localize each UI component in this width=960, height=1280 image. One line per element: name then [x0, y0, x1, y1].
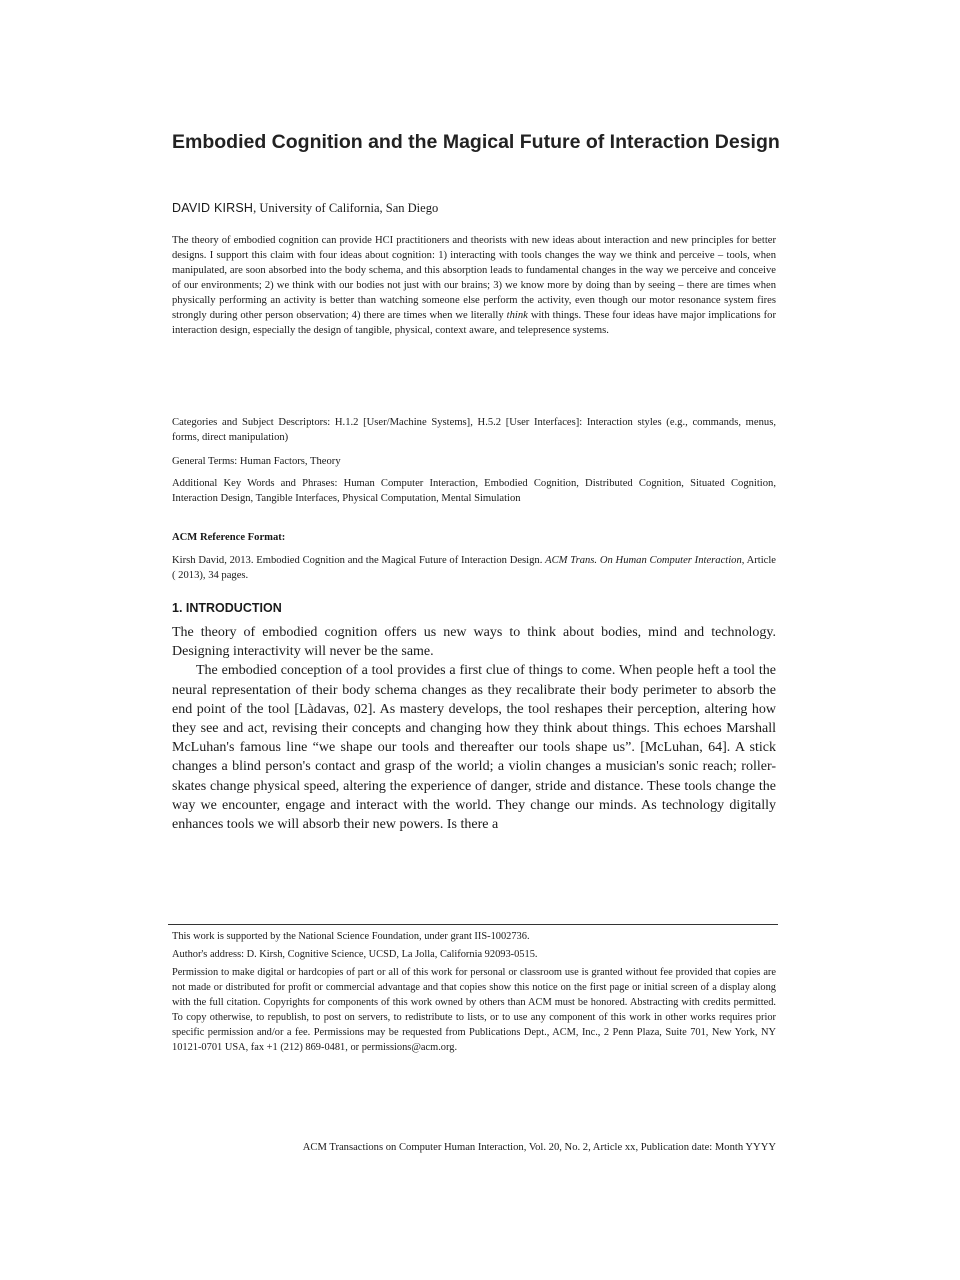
- citation-journal: ACM Trans. On Human Computer Interaction: [545, 555, 742, 566]
- categories: Categories and Subject Descriptors: H.1.2 [User/Machine Systems], H.5.2 [User Interfaces]: Interaction styles (e.g., commands, menus, forms, direct manipulation): [172, 417, 776, 443]
- title-rest: mbodied Cognition and the Magical Future of Interaction Design: [185, 131, 780, 153]
- footnote-permission: Permission to make digital or hardcopies of part or all of this work for personal or classroom use is granted without fee provided that copies are not made or distributed for profit or commercial advantage and that copies show this notice on the first page or initial screen of a display along with the full citation. Copyrights for components of this work owned by others than ACM must be honored. Abstracting with credits permitted. To copy otherwise, to republish, to post on servers, to redistribute to lists, or to use any component of this work in other works requires prior specific permission and/or a fee. Permissions may be requested from Publications Dept., ACM, Inc., 2 Penn Plaza, Suite 701, New York, NY 10121-0701 USA, fax +1 (212) 869-0481, or permissions@acm.org.: [172, 967, 776, 1053]
- footnote-divider: [168, 924, 778, 925]
- intro-body: [172, 623, 776, 834]
- general-terms: General Terms: Human Factors, Theory: [172, 456, 341, 467]
- citation-text-1: Kirsh David, 2013. Embodied Cognition and the Magical Future of Interaction Design.: [172, 555, 546, 566]
- author-affiliation: , University of California, San Diego: [253, 201, 439, 215]
- citation-text-2: , Article ( 2013), 34 pages.: [172, 555, 777, 581]
- title-first-letter: E: [172, 131, 186, 153]
- keywords: Additional Key Words and Phrases: Human Computer Interaction, Embodied Cognition, Distributed Cognition, Situated Cognition, Interaction Design, Tangible Interfaces, Physical Computation, Mental Simulation: [172, 478, 776, 504]
- footnote-grant: This work is supported by the National Science Foundation, under grant IIS-1002736.: [172, 931, 530, 942]
- abstract-text-1: The theory of embodied cognition can provide HCI practitioners and theorists with new ideas about interaction and new principles for better designs. I support this claim with four ideas about cognition: 1) interacting with tools changes the way we think and perceive – tools, when manipulated, are soon absorbed into the body schema, and this absorption leads to fundamental changes in the way we perceive and conceive of our environments; 2) we think with our bodies not just with our brains; 3) we know more by doing than by seeing – there are times when physically performing an activity is better than watching someone else perform the activity, even though our motor resonance system fires strongly during other person observation; 4) there are times when we literally: [172, 235, 776, 321]
- section-heading: 1. INTRODUCTION: [172, 601, 282, 615]
- footnote-address: Author's address: D. Kirsh, Cognitive Science, UCSD, La Jolla, California 92093-0515.: [172, 949, 538, 960]
- intro-paragraph-2: The embodied conception of a tool provides a first clue of things to come. When people heft a tool the neural representation of their body schema changes as they recalibrate their body perimeter to absorb the end point of the tool [Làdavas, 02]. As mastery develops, the tool reshapes their perception, altering how they see and act, revising their concepts and changing how they think about things. This echoes Marshall McLuhan's famous line “we shape our tools and thereafter our tools shape us”. [McLuhan, 64]. A stick changes a blind person's contact and grasp of the world; a violin changes a musician's sonic reach; roller-skates change physical speed, altering the experience of danger, stride and distance. These tools change the way we encounter, engage and interact with the world. They change our minds. As technology digitally enhances tools we will absorb their new powers. Is there a: [172, 663, 776, 833]
- intro-paragraph-1: The theory of embodied cognition offers us new ways to think about bodies, mind and technology. Designing interactivity will never be the same.: [172, 625, 776, 660]
- author-line: [172, 200, 792, 216]
- paper-title: [172, 130, 792, 155]
- abstract-text-2: with things. These four ideas have major implications for interaction design, especially the design of tangible, physical, context aware, and telepresence systems.: [172, 310, 777, 336]
- abstract-italic: think: [506, 310, 528, 321]
- abstract: [172, 233, 776, 338]
- acm-citation: [172, 553, 776, 583]
- acm-reference-label: ACM Reference Format:: [172, 532, 286, 543]
- author-name: DAVID KIRSH: [172, 201, 254, 215]
- page-footer: ACM Transactions on Computer Human Interaction, Vol. 20, No. 2, Article xx, Publication date: Month YYYY: [302, 1142, 776, 1153]
